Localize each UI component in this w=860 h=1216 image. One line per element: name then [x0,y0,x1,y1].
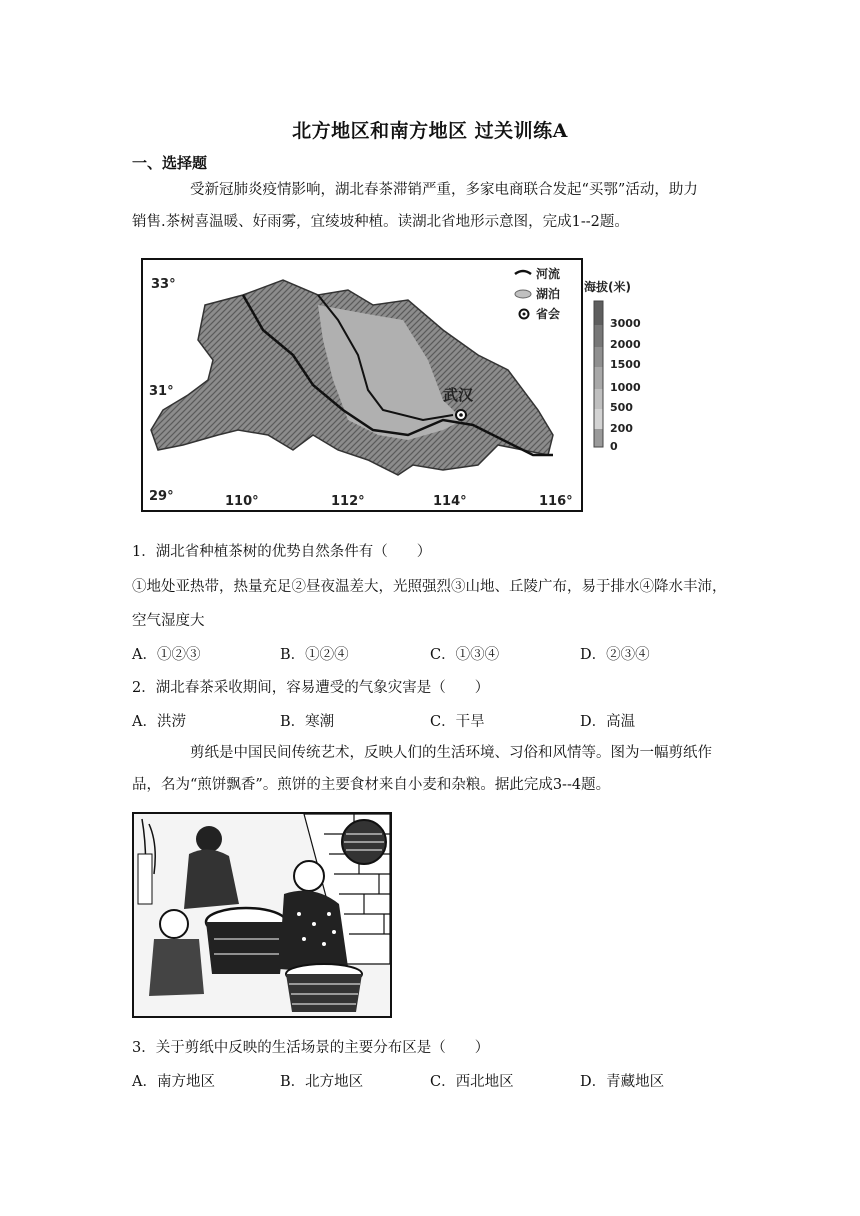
q2-option-d: D．高温 [580,714,636,730]
legend-capital: 省会 [536,307,561,321]
intro1-line1: 受新冠肺炎疫情影响，湖北春茶滞销严重，多家电商联合发起“买鄂”活动，助力 [190,182,698,198]
capital-label: 武汉 [443,386,474,404]
q1-detail-line1: ①地处亚热带，热量充足②昼夜温差大，光照强烈③山地、丘陵广布，易于排水④降水丰沛， [132,579,727,595]
intro1-line2: 销售.茶树喜温暖、好雨雾，宜绫坡种植。读湖北省地形示意图，完成1--2题。 [132,214,629,230]
lon-label-116: 116° [539,494,573,509]
lat-label-29: 29° [149,489,174,504]
q3-option-b: B．北方地区 [280,1074,364,1090]
intro2-line1: 剪纸是中国民间传统艺术，反映人们的生活环境、习俗和风情等。图为一幅剪纸作 [190,745,712,761]
hubei-map-figure [141,258,583,512]
q1-option-d: D．②③④ [580,647,650,663]
q1-option-c: C．①③④ [430,647,500,663]
q3-stem: 3．关于剪纸中反映的生活场景的主要分布区是（ ） [132,1040,490,1056]
hubei-terrain-map [143,260,581,510]
q1-option-a: A．①②③ [132,647,201,663]
legend-lake: 湖泊 [536,287,561,301]
elev-1000: 1000 [610,381,641,394]
q1-detail-line2: 空气湿度大 [132,613,205,629]
elevation-legend [582,275,652,455]
section-heading: 一、选择题 [132,154,208,172]
elev-500: 500 [610,401,633,414]
q2-option-b: B．寒潮 [280,714,335,730]
q3-option-a: A．南方地区 [132,1074,215,1090]
river-legend-icon [515,271,531,274]
q1-option-b: B．①②④ [280,647,349,663]
q3-option-d: D．青藏地区 [580,1074,665,1090]
page-title: 北方地区和南方地区 过关训练A [292,120,568,142]
q2-stem: 2．湖北春茶采收期间，容易遭受的气象灾害是（ ） [132,680,490,696]
legend-river: 河流 [536,267,561,281]
papercut-image [134,814,390,1016]
lake-legend-icon [515,290,531,298]
q1-stem: 1．湖北省种植茶树的优势自然条件有（ ） [132,544,432,560]
lat-label-33: 33° [151,277,176,292]
elevation-title: 海拔(米) [584,280,631,294]
elev-3000: 3000 [610,317,641,330]
elev-200: 200 [610,422,633,435]
lon-label-112: 112° [331,494,365,509]
elev-2000: 2000 [610,338,641,351]
q2-option-c: C．干旱 [430,714,485,730]
lon-label-110: 110° [225,494,259,509]
q2-option-a: A．洪涝 [132,714,186,730]
elev-0: 0 [610,440,618,453]
q3-option-c: C．西北地区 [430,1074,514,1090]
papercut-figure [132,812,392,1018]
intro2-line2: 品，名为“煎饼飘香”。煎饼的主要食材来自小麦和杂粮。据此完成3--4题。 [132,777,611,793]
lon-label-114: 114° [433,494,467,509]
lat-label-31: 31° [149,384,174,399]
elev-1500: 1500 [610,358,641,371]
